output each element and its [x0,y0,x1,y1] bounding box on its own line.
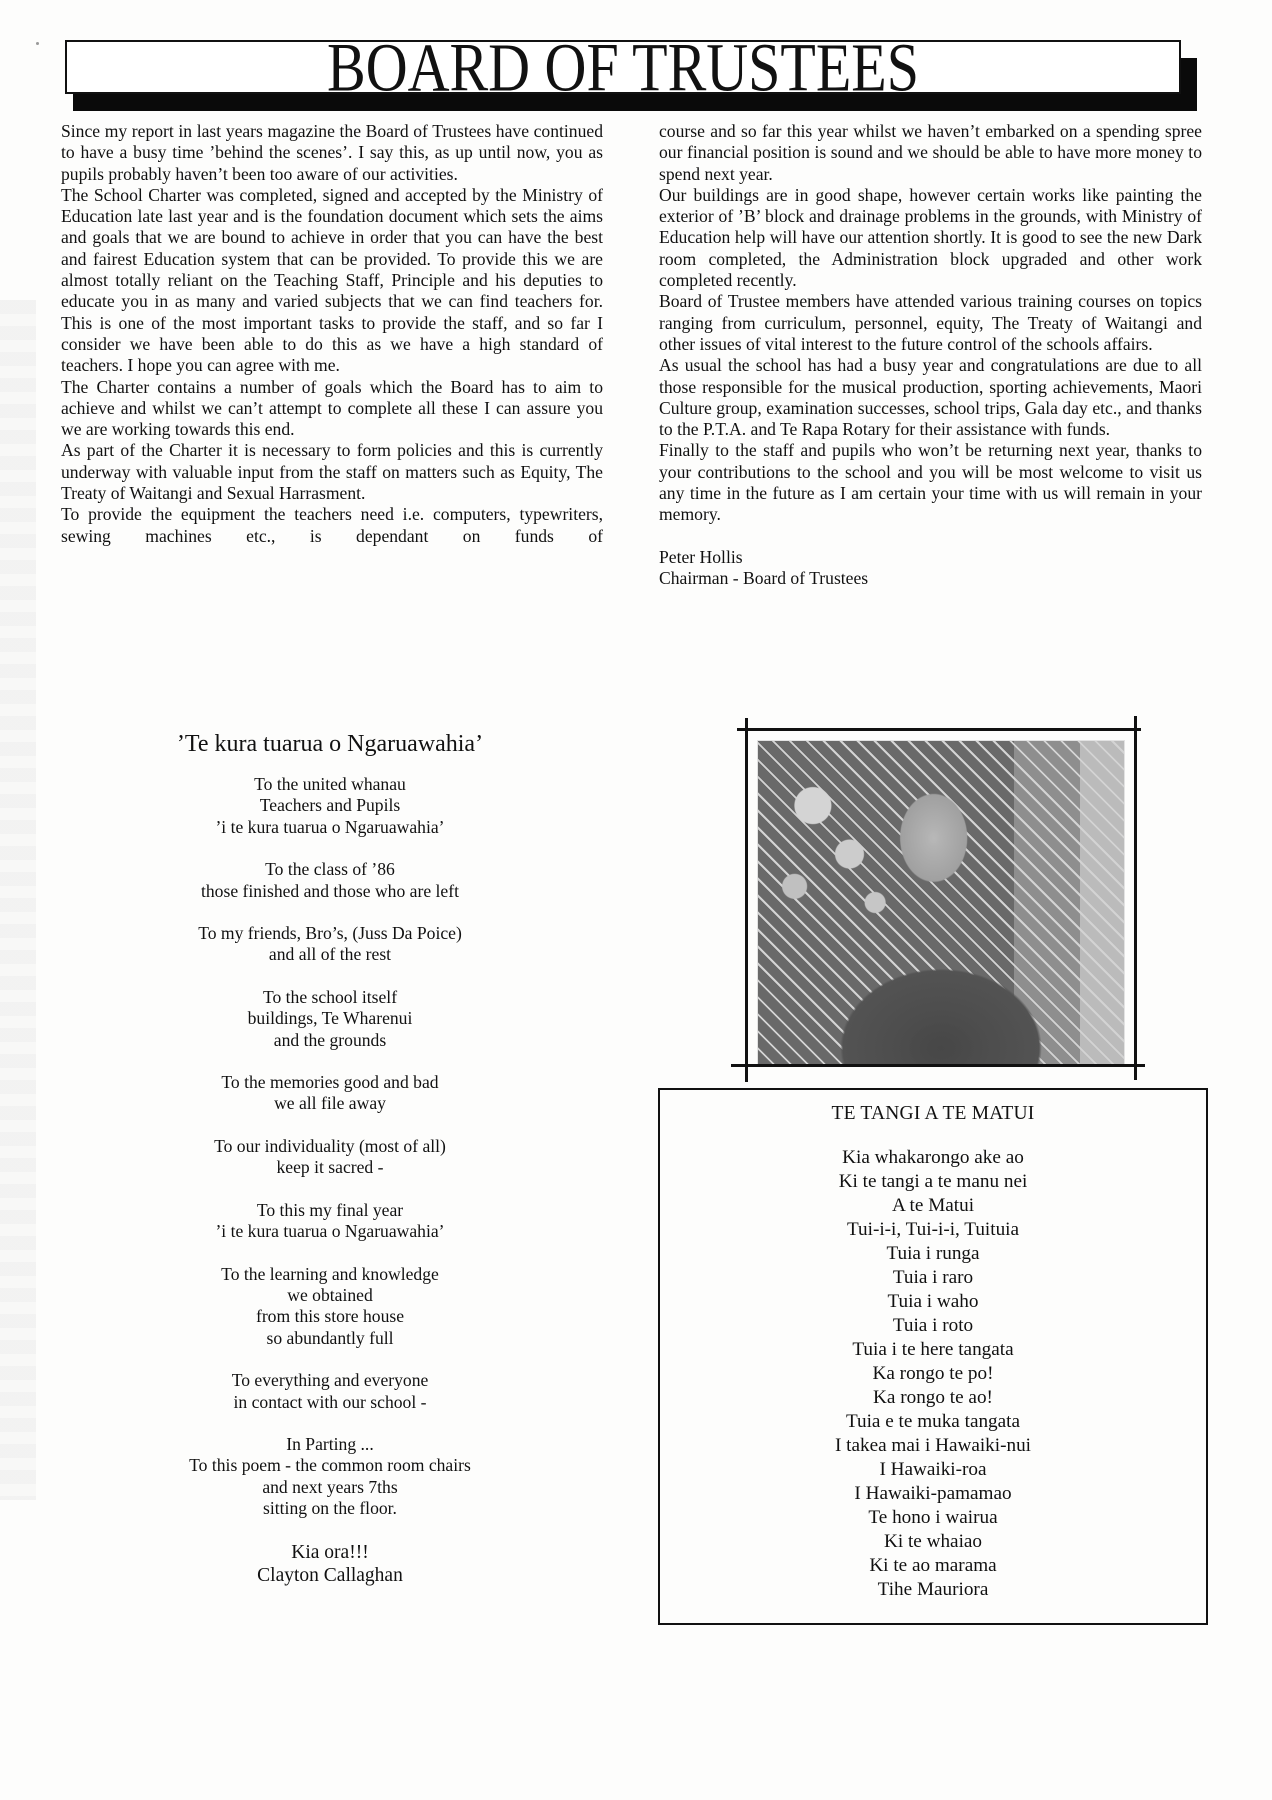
poem-author: Clayton Callaghan [257,1564,403,1586]
poem-line: To the united whanau [254,774,406,794]
frame-line-right [1134,716,1137,1080]
poem-line: Kia whakarongo ake ao [842,1147,1024,1168]
poem-line: and the grounds [273,1029,387,1050]
poem-line: To everything and everyone [231,1370,429,1391]
poem-stanza [120,987,540,1051]
poem-line: To the school itself [262,986,398,1007]
poem-line: Teachers and Pupils [259,795,401,816]
poem-te-tangi-a-te-matui [658,1088,1208,1625]
poem-line: Tihe Mauriora [877,1579,989,1600]
poem-stanza [120,859,540,902]
signature-name: Peter Hollis [659,546,743,567]
paragraph: Board of Trustee members have attended various training courses on topics ranging from curriculum, personnel, equity, The Treaty of Waitangi and other issues of vital interest to the future control of the schools affairs. [659,291,1202,354]
poem-title: ’Te kura tuarua o Ngaruawahia’ [176,731,484,757]
frame-line-top [737,728,1141,731]
poem-line: those finished and those who are left [201,880,459,901]
paragraph: Our buildings are in good shape, however certain works like painting the exterior of ’B’ block and drainage problems in the grounds, with Ministry of Education help will have our attention shortly. It is good to see the new Dark room completed, the Administration block upgraded and other work completed recently. [659,184,1202,291]
poem-line: To our individuality (most of all) [214,1135,446,1156]
poem-line: Ki te tangi a te manu nei [838,1171,1028,1192]
poem-line: and all of the rest [268,944,392,965]
poem-line: Tuia i runga [886,1243,980,1264]
poem-line: Tuia i waho [887,1291,979,1312]
article-column-right [659,121,1202,589]
poem-line: Ki te ao marama [869,1555,997,1576]
poem-box-lines [660,1146,1206,1602]
poem-line: To the learning and knowledge [221,1263,439,1284]
paragraph: The Charter contains a number of goals which the Board has to aim to achieve and whilst we can’t attempt to complete all these I can assure you we are working towards this end. [61,376,603,440]
poem-stanza [120,923,540,966]
poem-signoff [120,1541,540,1587]
poem-line: To this poem - the common room chairs [189,1455,471,1476]
poem-line: Tuia i raro [892,1267,974,1288]
frame-line-left [745,718,748,1082]
poem-line: In Parting ... [286,1433,374,1454]
poem-line: I Hawaiki-pamamao [854,1483,1012,1504]
poem-box-title: TE TANGI A TE MATUI [831,1103,1035,1124]
poem-stanza [120,1136,540,1179]
poem-line: To this my final year [256,1199,404,1220]
paragraph: Since my report in last years magazine the Board of Trustees have continued to have a busy time ’behind the scenes’. I say this, as up until now, you as pupils probably haven’t been too aware of our activities. [61,121,603,184]
margin-show-through [0,300,36,1500]
poem-line: To my friends, Bro’s, (Juss Da Poice) [198,923,462,944]
title-banner [65,29,1181,106]
paragraph: The School Charter was completed, signed and accepted by the Ministry of Education late last year and is the foundation document which sets the aims and goals that we are bound to achieve in order that you can have the best and fairest Education system that can be provided. To provide this we are almost totally reliant on the Teaching Staff, Principle and his deputies to educate you in as many and varied subjects that we can find teachers for. This is one of the most important tasks to provide the staff, and so far I consider we have been able to do this as we have a high standard of teachers. I hope you can agree with me. [61,184,603,376]
poem-stanza [120,1264,540,1350]
paragraph: Finally to the staff and pupils who won’t be returning next year, thanks to your contributions to the school and you will be most welcome to visit us any time in the future as I am certain your time with us will remain in your memory. [659,440,1202,525]
poem-stanza [120,774,540,838]
poem-stanza [120,1434,540,1520]
poem-line: Te hono i wairua [868,1507,998,1528]
poem-line: Ka rongo te po! [872,1363,994,1384]
poem-line: Tuia e te muka tangata [845,1411,1021,1432]
poem-line: we obtained [287,1284,373,1305]
poem-line: Ki te whaiao [883,1531,983,1552]
signoff-greeting: Kia ora!!! [291,1541,369,1563]
poem-line: keep it sacred - [276,1157,384,1178]
poem-line: I Hawaiki-roa [879,1459,987,1480]
poem-line: ’i te kura tuarua o Ngaruawahia’ [215,1221,445,1242]
poem-line: Ka rongo te ao! [873,1387,993,1408]
paragraph: As part of the Charter it is necessary to form policies and this is currently underway with valuable input from the staff on matters such as Equity, The Treaty of Waitangi and Sexual Harrasment. [61,440,603,504]
poem-stanzas [120,774,540,1520]
photo-frame [745,728,1137,1075]
poem-line: A te Matui [891,1195,975,1216]
poem-line: from this store house [255,1306,405,1327]
scan-speck [36,42,39,45]
paragraph: To provide the equipment the teachers need i.e. computers, typewriters, sewing machines etc., is dependant on funds of [61,504,603,546]
frame-line-bottom [731,1064,1145,1067]
poem-line: To the memories good and bad [221,1072,439,1093]
article-column-left [61,121,603,547]
poem-line: so abundantly full [266,1327,394,1348]
poem-line: in contact with our school - [233,1391,427,1412]
poem-line: Tuia i te here tangata [852,1339,1014,1360]
poem-line: we all file away [274,1093,386,1114]
poem-line: Tui-i-i, Tui-i-i, Tuituia [846,1219,1020,1240]
poem-stanza [120,1200,540,1243]
poem-line: Tuia i roto [892,1315,974,1336]
paragraph: As usual the school has had a busy year and congratulations are due to all those responsible for the musical production, sporting achievements, Maori Culture group, examination successes, school trips, Gala day etc., and thanks to the P.T.A. and Te Rapa Rotary for their assistance with funds. [659,355,1202,440]
poem-stanza [120,1072,540,1115]
poem-stanza [120,1370,540,1413]
poem-line: buildings, Te Wharenui [247,1008,413,1029]
poem-line: ’i te kura tuarua o Ngaruawahia’ [215,816,445,837]
poem-line: To the class of ’86 [265,859,395,880]
poem-line: I takea mai i Hawaiki-nui [834,1435,1032,1456]
poem-ngaruawahia [120,730,540,1587]
signature-role: Chairman - Board of Trustees [659,567,869,588]
poem-line: and next years 7ths [262,1476,398,1497]
page-title: BOARD OF TRUSTEES [327,29,919,106]
paragraph: course and so far this year whilst we haven’t embarked on a spending spree our financial position is sound and we should be able to have more money to spend next year. [659,121,1202,184]
poem-line: sitting on the floor. [263,1498,397,1519]
